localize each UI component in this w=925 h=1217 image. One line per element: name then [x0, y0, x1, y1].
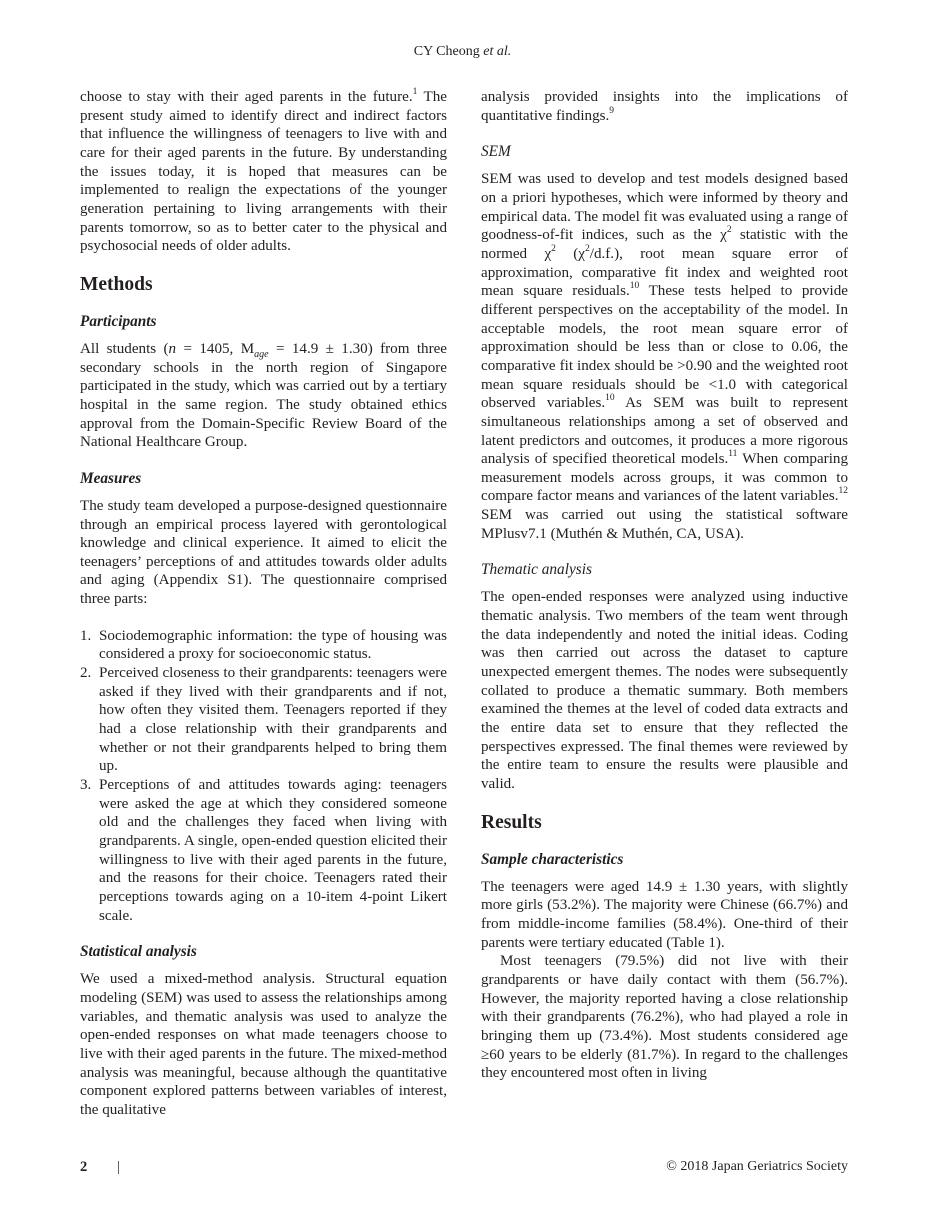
citation-ref[interactable]: 12 — [838, 486, 848, 497]
sem-paragraph: SEM was used to develop and test models designed based on a priori hypotheses, which were informed by theory and empirical data. The model fit was evaluated using a range of goodness-of-fit indices, such as the $\chi^2$ statistic with the normed $\chi^2$ $(\chi^2/d.f.)$, root mean square error of approximation, comparative fit index and weighted root mean square residuals.$^{10}$ These tests helped to provide different perspectives on the acceptability of the model. In acceptable models, the root mean square error of approximation should be less than or close to 0.06, the comparative fit index should be >0.90 and the weighted root mean square residuals should be <1.0 with categorical observed variables.$^{10}$ As SEM was built to represent simultaneous relationships among a set of observed and latent predictors and outcomes, it produces a more rigorous analysis of specified theoretical models.$^{11}$ When comparing measurement models across groups, it was common to compare factor means and variances of the latent variables.$^{12}$ SEM was carried out using the statistical software MPlusv7.1 (Muthén & Muthén, CA, USA). — [481, 171, 848, 542]
continuation-paragraph: analysis provided insights into the implications of quantitative findings.$^9$ — [481, 89, 848, 124]
running-head-author: CY Cheong — [413, 44, 480, 59]
participants-heading: Participants — [80, 312, 157, 330]
statistical-analysis-paragraph: We used a mixed-method analysis. Structural equation modeling (SEM) was used to assess the relationships among variables, and thematic analysis was used to analyze the open-ended responses on what made teenagers choose to live with their aged parents in the future. The mixed-method analysis was meaningful, because although the quantitative component explored patterns between variables of interest, the qualitative — [80, 971, 447, 1118]
measures-list — [80, 627, 447, 926]
page-footer-left — [80, 1159, 120, 1176]
measures-heading: Measures — [80, 469, 142, 487]
methods-heading: Methods — [80, 273, 153, 295]
results-heading: Results — [481, 811, 542, 833]
running-head-etal: et al. — [483, 44, 512, 59]
page-number: 2 — [80, 1159, 88, 1175]
citation-ref[interactable]: 10 — [629, 281, 640, 292]
sample-paragraph-1: The teenagers were aged 14.9 ± 1.30 years, with slightly more girls (53.2%). The majority were Chinese (66.7%) and from middle-income families (58.4%). One-third of their parents were tertiary educated (Table 1). — [481, 878, 848, 951]
sem-heading: SEM — [481, 143, 511, 161]
thematic-analysis-paragraph: The open-ended responses were analyzed using inductive thematic analysis. Two members of the team went through the data independently and noted the initial ideas. Coding was then carried out across the dataset to capture unexpected emergent themes. The nodes were subsequently collated to produce a thematic summary. Both members examined the themes at the level of coded data extracts and the entire data set to ensure that they reflected the perspectives expressed. The final themes were reviewed by the entire team to ensure the results were plausible and valid. — [481, 589, 848, 792]
statistical-analysis-heading: Statistical analysis — [80, 943, 197, 961]
left-column — [80, 88, 447, 1120]
copyright-notice: © 2018 Japan Geriatrics Society — [666, 1159, 848, 1174]
citation-ref[interactable]: 10 — [605, 393, 615, 404]
participants-paragraph: All students (n = 1405, $M_{age} = 14.9 \pm 1.30$) from three secondary schools in the north region of Singapore participated in the study, which was carried out by a tertiary hospital in the same region. The study obtained ethics approval from the Domain-Specific Review Board of the National Healthcare Group. — [80, 340, 447, 451]
right-column — [481, 88, 848, 1083]
intro-paragraph: choose to stay with their aged parents in the future.$^1$ The present study aimed to identify direct and indirect factors that influence the willingness of teenagers to live with and care for their aged parents in the future. By understanding the issues today, it is hoped that measures can be implemented to realign the expectations of the younger generation pertaining to living arrangements with their parents tomorrow, so as to better cater to the physical and psychosocial needs of older adults. — [80, 86, 448, 255]
list-item: 3. Perceptions of and attitudes towards aging: teenagers were asked the age at which they considered someone old and the challenges they faced when living with grandparents. A single, open-ended question elicited their willingness to live with their aged parents in the future, and the reasons for their choice. Teenagers rated their perceptions towards aging on a 10-item 4-point Likert scale. — [80, 777, 447, 924]
citation-ref[interactable]: 9 — [609, 105, 615, 116]
sample-paragraph-2: Most teenagers (79.5%) did not live with their grandparents or have daily contact with them (56.7%). However, the majority reported having a close relationship with their grandparents (76.2%), who had played a role in bringing them up (73.4%). Most students considered age ≥60 years to be elderly (81.7%). In regard to the challenges they encountered most often in living — [481, 953, 848, 1082]
list-item: 2. Perceived closeness to their grandparents: teenagers were asked if they lived with their grandparents and if not, how often they visited them. Teenagers reported if they had a close relationship with their grandparents and whether or not their grandparents helped to bring them up. — [80, 665, 447, 775]
thematic-analysis-heading: Thematic analysis — [481, 561, 592, 579]
measures-paragraph: The study team developed a purpose-designed questionnaire through an empirical process layered with gerontological knowledge and clinical experience. It aimed to elicit the teenagers’ perceptions of and attitudes towards older adults and aging (Appendix S1). The questionnaire comprised three parts: — [80, 497, 447, 608]
sample-characteristics-heading: Sample characteristics — [481, 850, 624, 868]
citation-ref[interactable]: 11 — [728, 449, 738, 460]
footer-separator: | — [117, 1159, 120, 1175]
list-item: 1. Sociodemographic information: the type of housing was considered a proxy for socioeconomic status. — [80, 627, 447, 663]
citation-ref[interactable]: 1 — [412, 86, 418, 97]
running-head — [0, 44, 925, 60]
